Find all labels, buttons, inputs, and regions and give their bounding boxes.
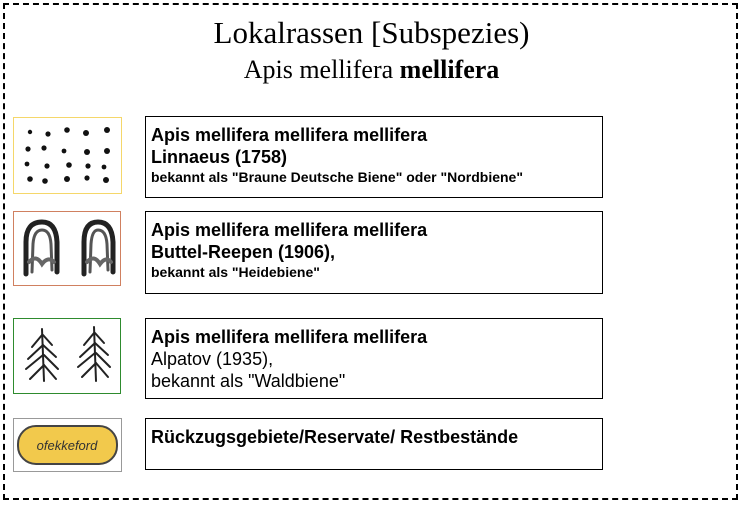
heath-arch-icon [13,211,121,286]
entry-common-name: bekannt als "Heidebiene" [151,264,320,280]
entry-author: Linnaeus (1758) [151,147,288,167]
entry-box-buttel-reepen [145,211,603,294]
entry-name: Rückzugsgebiete/Reservate/ Restbestände [151,427,519,447]
entry-name: Apis mellifera mellifera mellifera [151,125,428,145]
subtitle-bold: mellifera [399,55,500,84]
entry-box-alpatov [145,318,603,399]
dot-pattern-svg [14,118,121,193]
entry-common-name: bekannt als "Braune Deutsche Biene" oder "Nordbiene" [151,169,523,185]
dot-pattern-icon [13,117,122,194]
reserve-badge-text: ofekkeford [36,438,98,453]
fir-tree-icon [13,318,121,394]
entry-box-reserves [145,418,603,470]
page-title: Lokalrassen [Subspezies) [213,15,530,50]
fir-tree-svg [14,319,120,393]
entry-author: Buttel-Reepen (1906), [151,242,336,262]
entry-name: Apis mellifera mellifera mellifera [151,327,428,347]
entry-box-linnaeus [145,116,603,198]
entry-author: Alpatov (1935), [151,349,274,369]
heath-arch-svg [14,212,120,285]
subtitle-normal: Apis mellifera [243,55,400,84]
entry-name: Apis mellifera mellifera mellifera [151,220,428,240]
page-subtitle [0,55,743,85]
reserve-badge-svg [14,419,121,471]
reserve-badge-icon [13,418,122,472]
entry-common-name: bekannt als "Waldbiene" [151,371,346,391]
